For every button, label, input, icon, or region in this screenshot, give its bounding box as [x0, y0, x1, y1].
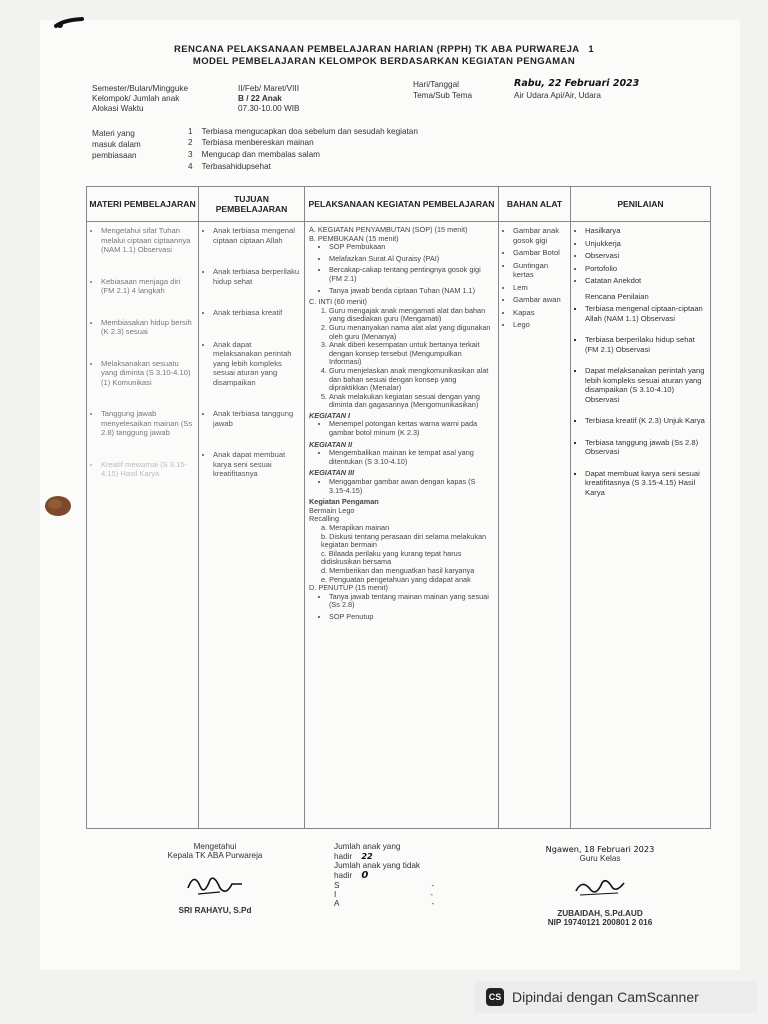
alpa-label: A	[334, 899, 340, 908]
list-item: ▪ Terbiasa berperilaku hidup sehat (FM 2.1) Observasi	[585, 335, 706, 354]
tanggal-ttd: Ngawen, 18 Februari 2023	[545, 844, 655, 854]
kelompok-label: Kelompok/ Jumlah anak	[92, 94, 180, 103]
materi-label-1: Materi yang	[92, 129, 135, 138]
materi-item: Terbiasa mengucapkan doa sebelum dan sesudah kegiatan	[201, 127, 418, 136]
recalling-text: Memberikan dan menguatkan hasil karyanya	[329, 565, 475, 575]
penilaian-column	[571, 222, 711, 829]
recalling-text: Bilaada perilaku yang kurang tepat harus didiskusikan bersama	[321, 548, 462, 567]
materi-item: Mengucap dan membalas salam	[201, 150, 320, 159]
materi-num: 1	[188, 127, 193, 136]
recalling-text: Merapikan mainan	[329, 523, 390, 532]
tidak-hadir-count: 0	[361, 870, 369, 881]
list-item: • Gambar awan	[513, 295, 566, 305]
attendance-block: Jumlah anak yang hadir 22 Jumlah anak yang tidak hadir 0 S - I - A -	[334, 842, 474, 908]
guru-name: ZUBAIDAH, S.Pd.AUD	[557, 909, 643, 918]
kelompok-value: B / 22 Anak	[238, 94, 282, 103]
list-item: • Observasi	[585, 251, 706, 261]
kepala-name: SRI RAHAYU, S.Pd	[178, 906, 252, 915]
list-item: ▪ Dapat membuat karya seni sesuai kreatifitasnya (S 3.15-4.15) Hasil Karya	[585, 469, 706, 498]
recalling-letter: a.	[321, 523, 328, 532]
pelaksanaan-column	[305, 222, 499, 829]
staple-mark	[54, 14, 86, 32]
materi-label-3: pembiasaan	[92, 151, 137, 160]
hari-label: Hari/Tanggal	[413, 80, 459, 89]
list-item: ▪ Terbiasa tanggung jawab (Ss 2.8) Observasi	[585, 438, 706, 457]
list-item: • Unjukkerja	[585, 239, 706, 249]
tujuan-column	[199, 222, 305, 829]
list-item: • Tanya jawab tentang mainan mainan yang sesuai (Ss 2.8)	[329, 593, 494, 610]
alokasi-value: 07.30-10.00 WIB	[238, 104, 300, 113]
guru-nip: NIP 19740121 200801 2 016	[547, 918, 653, 927]
recalling-item	[321, 533, 494, 550]
header-tujuan: TUJUAN PEMBELAJARAN	[199, 187, 305, 222]
signature-scribble-left	[180, 866, 250, 900]
camscanner-text: Dipindai dengan CamScanner	[512, 989, 699, 1005]
materi-item: Terbiasa menbereskan mainan	[201, 138, 314, 147]
materi-num: 3	[188, 150, 193, 159]
tema-label: Tema/Sub Tema	[413, 91, 473, 100]
signature-scribble-right	[570, 871, 630, 903]
list-item: 2. Guru menanyakan nama alat alat yang digunakan oleh guru (Menanya)	[329, 324, 494, 341]
stain-mark	[42, 492, 74, 520]
kegiatan-pengaman-heading: Kegiatan Pengaman	[309, 497, 379, 507]
materi-item: Terbasahidupsehat	[201, 162, 271, 171]
list-item: • Kebiasaan menjaga diri (FM 2.1) 4 langkah	[101, 277, 194, 296]
list-item: • Anak terbiasa mengenal ciptaan ciptaan Allah	[213, 226, 300, 245]
list-item: 4. Guru menjelaskan anak mengkomunikasikan alat dan bahan sesuai dengan konsep yang dipraktikkan (Menalar)	[329, 367, 494, 393]
list-item: • Gambar Botol	[513, 248, 566, 258]
list-item: • Guntingan kertas	[513, 261, 566, 280]
materi-label-2: masuk dalam	[92, 140, 141, 149]
hari-value: Rabu, 22 Februari 2023	[514, 78, 640, 89]
mengetahui-label: Mengetahui	[193, 842, 237, 851]
list-item: • Mengembalikan mainan ke tempat asal yang ditentukan (S 3.10-4.10)	[329, 449, 494, 466]
list-item: 3. Anak diberi kesempatan untuk bertanya terkait dengan konsep tersebut (Mengumpulkan Informasi)	[329, 341, 494, 367]
list-item: • Menggambar gambar awan dengan kapas (S 3.15-4.15)	[329, 478, 494, 495]
rencana-penilaian-heading: Rencana Penilaian	[585, 291, 649, 301]
jumlah-hadir-label: Jumlah anak yang	[334, 842, 401, 851]
camscanner-logo-icon: CS	[486, 988, 504, 1006]
recalling-text: Diskusi tentang perasaan diri selama melakukan kegiatan bermain	[321, 531, 487, 550]
tema-value: Air Udara Api/Air, Udara	[514, 91, 601, 100]
sakit-label: S	[334, 881, 340, 890]
list-item: • Tanya jawab benda ciptaan Tuhan (NAM 1.1)	[329, 287, 494, 296]
list-item: • SOP Penutup	[329, 613, 494, 622]
list-item: • Menempel potongan kertas warna warni pada gambar botol minum (K 2.3)	[329, 420, 494, 437]
list-item: • Tanggung jawab menyelesaikan mainan (Ss 2.8) tanggung jawab	[101, 409, 194, 438]
kegiatan-penyambutan: A. KEGIATAN PENYAMBUTAN (SOP) (15 menit)	[309, 225, 468, 234]
page-number: 1	[588, 44, 595, 55]
semester-label: Semester/Bulan/Mingguke	[92, 84, 189, 93]
list-item: • Anak dapat membuat karya seni sesuai kreatifitasnya	[213, 450, 300, 479]
list-item: ▪ Dapat melaksanakan perintah yang lebih kompleks sesuai aturan yang disampaikan (S 3.10-4.10) Observasi	[585, 366, 706, 404]
signature-right	[520, 844, 680, 927]
list-item: • Kreatif mewarnai (S 3.15-4.15) Hasil Karya	[101, 460, 194, 479]
list-item: • Anak terbiasa tanggung jawab	[213, 409, 300, 428]
list-item: • Bercakap-cakap tentang pentingnya gosok gigi (FM 2.1)	[329, 266, 494, 283]
list-item: • Lem	[513, 283, 566, 293]
list-item: • Mengetahui sifat Tuhan melalui ciptaan ciptaannya (NAM 1.1) Observasi	[101, 226, 194, 255]
list-item: • Portofolio	[585, 264, 706, 274]
recalling-text: Penguatan pengetahuan yang didapat anak	[329, 574, 471, 584]
recalling-letter: b.	[321, 531, 328, 541]
rpph-table	[86, 186, 711, 829]
materi-num: 4	[188, 162, 193, 171]
list-item: 1. Guru mengajak anak mengamati alat dan bahan yang disediakan guru (Mengamati)	[329, 307, 494, 324]
list-item: ▪ Terbiasa mengenal ciptaan-ciptaan Allah (NAM 1.1) Observasi	[585, 304, 706, 323]
header-materi: MATERI PEMBELAJARAN	[87, 187, 199, 222]
document-title	[0, 44, 768, 55]
title-line-1: RENCANA PELAKSANAAN PEMBELAJARAN HARIAN (RPPH) TK ABA PURWAREJA	[173, 44, 580, 55]
list-item: • Membiasakan hidup bersih (K 2.3) sesuai	[101, 318, 194, 337]
recalling-letter: e.	[321, 574, 328, 584]
list-item: • Anak terbiasa berperilaku hidup sehat	[213, 267, 300, 286]
recalling-letter: c.	[321, 548, 327, 558]
kegiatan-pembukaan: B. PEMBUKAAN (15 menit)	[309, 233, 399, 243]
list-item: • Anak dapat melaksanakan perintah yang lebih kompleks sesuai aturan yang disampaikan	[213, 340, 300, 388]
recalling-heading: Recalling	[309, 514, 340, 524]
list-item: • Melaksanakan sesuatu yang diminta (S 3.10-4.10) (1) Komunikasi	[101, 359, 194, 388]
kegiatan-2-heading: KEGIATAN II	[309, 439, 353, 449]
bahan-column	[499, 222, 571, 829]
list-item: 5. Anak melakukan kegiatan sesuai dengan yang diminta dan gagasannya (Mengomunikasikan)	[329, 393, 494, 410]
list-item: • Gambar anak gosok gigi	[513, 226, 566, 245]
recalling-letter: d.	[321, 565, 328, 575]
hadir-count: 22	[361, 851, 373, 861]
tidak-hadir-label: hadir	[334, 871, 353, 880]
kegiatan-1-heading: KEGIATAN I	[309, 410, 351, 420]
kegiatan-inti: C. INTI (60 menit)	[309, 297, 367, 307]
list-item: • Hasilkarya	[585, 226, 706, 236]
header-penilaian: PENILAIAN	[571, 187, 711, 222]
document-subtitle: MODEL PEMBELAJARAN KELOMPOK BERDASARKAN KEGIATAN PENGAMAN	[192, 56, 576, 67]
kepala-label: Kepala TK ABA Purwareja	[167, 851, 263, 860]
signature-left	[140, 842, 290, 915]
materi-num: 2	[188, 138, 193, 147]
semester-value: II/Feb/ Maret/VIII	[238, 84, 299, 93]
materi-column	[87, 222, 199, 829]
list-item: • Kapas	[513, 308, 566, 318]
izin-label: I	[334, 890, 337, 899]
recalling-item	[321, 550, 494, 567]
list-item: • Catatan Anekdot	[585, 276, 706, 286]
list-item: • Anak terbiasa kreatif	[213, 308, 300, 318]
list-item: • Lego	[513, 320, 566, 330]
list-item: ▪ Terbiasa kreatif (K 2.3) Unjuk Karya	[585, 416, 706, 426]
hadir-label: hadir	[334, 852, 353, 861]
header-bahan: BAHAN ALAT	[499, 187, 571, 222]
kegiatan-pengaman-item: Bermain Lego	[309, 505, 355, 515]
kegiatan-penutup: D. PENUTUP (15 menit)	[309, 583, 388, 593]
alokasi-label: Alokasi Waktu	[92, 104, 144, 113]
guru-kelas-label: Guru Kelas	[579, 854, 621, 863]
jumlah-tidak-hadir-label: Jumlah anak yang tidak	[334, 861, 421, 870]
list-item: • SOP Pembukaan	[329, 243, 494, 252]
kegiatan-3-heading: KEGIATAN III	[309, 468, 355, 478]
list-item: • Melafazkan Surat Al Quraisy (PAI)	[329, 255, 494, 264]
header-pelaksanaan: PELAKSANAAN KEGIATAN PEMBELAJARAN	[305, 187, 499, 222]
camscanner-watermark	[474, 981, 757, 1013]
